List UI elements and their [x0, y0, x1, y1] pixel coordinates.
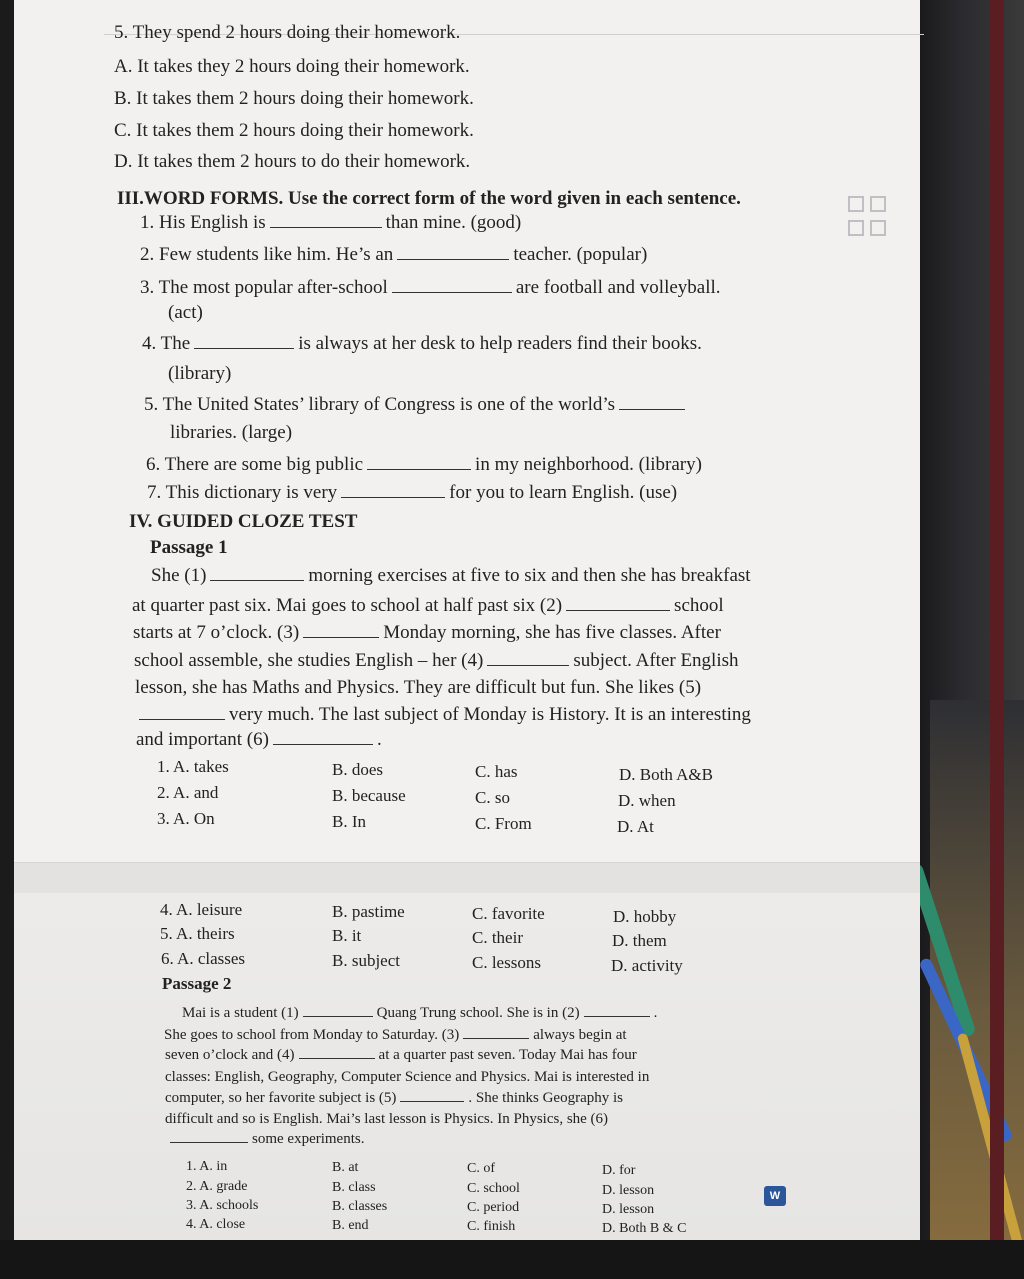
- p1-choice-6a: 6. A. classes: [161, 949, 246, 968]
- p1-choice-4b: B. pastime: [332, 902, 405, 921]
- word-form-item-4-cont: (library): [168, 363, 232, 384]
- passage-2-line-7: some experiments.: [166, 1130, 364, 1148]
- p1-choice-6d: D. activity: [611, 956, 683, 975]
- p1-choice-2c: C. so: [475, 788, 510, 807]
- passage-1-line-5: lesson, she has Maths and Physics. They are difficult but fun. She likes (5): [135, 677, 702, 698]
- p2-choice-3a: 3. A. schools: [186, 1198, 259, 1213]
- tablet-bezel-bottom: [0, 1240, 1024, 1279]
- p2-choice-4c: C. finish: [467, 1219, 516, 1234]
- p2-choice-4d: D. Both B & C: [602, 1221, 687, 1236]
- p1-choice-2b: B. because: [332, 786, 406, 805]
- p2-choice-2b: B. class: [332, 1180, 376, 1195]
- page-break: [14, 862, 920, 893]
- mc-option-a: A. It takes they 2 hours doing their homework.: [114, 56, 470, 77]
- word-doc-icon[interactable]: W: [764, 1186, 786, 1206]
- mc-option-c: C. It takes them 2 hours doing their homework.: [114, 120, 474, 141]
- passage-1-line-4: school assemble, she studies English – her (4) subject. After English: [134, 650, 739, 671]
- p2-choice-2c: C. school: [467, 1181, 520, 1196]
- p1-choice-3c: C. From: [475, 814, 532, 833]
- section-heading-cloze: IV. GUIDED CLOZE TEST: [129, 511, 358, 532]
- passage-1-line-6: very much. The last subject of Monday is History. It is an interesting: [135, 704, 751, 726]
- p2-choice-1d: D. for: [602, 1163, 636, 1178]
- grid-icon[interactable]: [848, 196, 890, 240]
- word-form-item-5-cont: libraries. (large): [170, 422, 293, 443]
- word-form-item-7: 7. This dictionary is very for you to learn English. (use): [147, 482, 678, 503]
- p2-choice-1b: B. at: [332, 1160, 359, 1175]
- p2-choice-1c: C. of: [467, 1161, 495, 1176]
- word-form-item-3-cont: (act): [168, 302, 203, 323]
- tablet-case-edge: [990, 0, 1004, 1279]
- passage-2-title: Passage 2: [162, 974, 232, 993]
- p2-choice-4b: B. end: [332, 1218, 369, 1233]
- word-form-item-6: 6. There are some big public in my neighborhood. (library): [146, 454, 702, 475]
- p2-choice-1a: 1. A. in: [186, 1159, 228, 1174]
- p1-choice-5d: D. them: [612, 931, 667, 950]
- p1-choice-5a: 5. A. theirs: [160, 924, 235, 943]
- p2-choice-2d: D. lesson: [602, 1183, 655, 1198]
- word-form-item-4: 4. The is always at her desk to help readers find their books.: [142, 333, 702, 354]
- p2-choice-3d: D. lesson: [602, 1202, 655, 1217]
- p1-choice-5c: C. their: [472, 928, 523, 947]
- passage-2-line-2: She goes to school from Monday to Saturday. (3) always begin at: [164, 1027, 627, 1043]
- p1-choice-1c: C. has: [475, 762, 518, 781]
- p1-choice-1d: D. Both A&B: [619, 765, 713, 784]
- p2-choice-2a: 2. A. grade: [186, 1179, 248, 1194]
- word-form-item-5: 5. The United States’ library of Congress is one of the world’s: [144, 394, 689, 416]
- word-form-item-2: 2. Few students like him. He’s an teacher. (popular): [140, 244, 648, 265]
- p1-choice-6b: B. subject: [332, 951, 400, 970]
- p1-choice-3a: 3. A. On: [157, 809, 215, 828]
- p2-choice-4a: 4. A. close: [186, 1217, 246, 1232]
- p1-choice-2a: 2. A. and: [157, 783, 219, 802]
- word-form-item-1: 1. His English is than mine. (good): [140, 212, 522, 233]
- p1-choice-4d: D. hobby: [613, 907, 677, 926]
- p1-choice-6c: C. lessons: [472, 953, 541, 972]
- mc-option-b: B. It takes them 2 hours doing their homework.: [114, 88, 474, 109]
- tablet-bezel-left: [0, 0, 14, 1279]
- mc-question-5: 5. They spend 2 hours doing their homework.: [114, 22, 461, 43]
- p1-choice-4a: 4. A. leisure: [160, 900, 243, 919]
- passage-2-line-5: computer, so her favorite subject is (5) . She thinks Geography is: [165, 1090, 623, 1106]
- passage-1-line-3: starts at 7 o’clock. (3) Monday morning, she has five classes. After: [133, 622, 721, 643]
- passage-1-title: Passage 1: [150, 537, 228, 558]
- passage-1-line-1: She (1) morning exercises at five to six and then she has breakfast: [151, 565, 751, 586]
- p2-choice-3b: B. classes: [332, 1199, 388, 1214]
- passage-1-line-7: and important (6) .: [136, 729, 382, 750]
- passage-2-line-3: seven o’clock and (4) at a quarter past seven. Today Mai has four: [165, 1047, 637, 1063]
- document-page[interactable]: [14, 0, 920, 1240]
- section-heading-word-forms: III.WORD FORMS. Use the correct form of the word given in each sentence.: [117, 188, 741, 209]
- p1-choice-4c: C. favorite: [472, 904, 545, 923]
- passage-2-line-1: Mai is a student (1) Quang Trung school. She is in (2) .: [182, 1005, 658, 1021]
- passage-2-line-4: classes: English, Geography, Computer Science and Physics. Mai is interested in: [165, 1069, 650, 1085]
- p1-choice-3d: D. At: [617, 817, 654, 836]
- p1-choice-5b: B. it: [332, 926, 362, 945]
- mc-option-d: D. It takes them 2 hours to do their homework.: [114, 151, 471, 172]
- p1-choice-2d: D. when: [618, 791, 676, 810]
- word-form-item-3: 3. The most popular after-school are football and volleyball.: [140, 277, 721, 298]
- p1-choice-1b: B. does: [332, 760, 383, 779]
- passage-1-line-2: at quarter past six. Mai goes to school at half past six (2) school: [132, 595, 724, 616]
- p1-choice-3b: B. In: [332, 812, 366, 831]
- p2-choice-3c: C. period: [467, 1200, 520, 1215]
- p1-choice-1a: 1. A. takes: [157, 757, 229, 776]
- passage-2-line-6: difficult and so is English. Mai’s last lesson is Physics. In Physics, she (6): [165, 1111, 609, 1127]
